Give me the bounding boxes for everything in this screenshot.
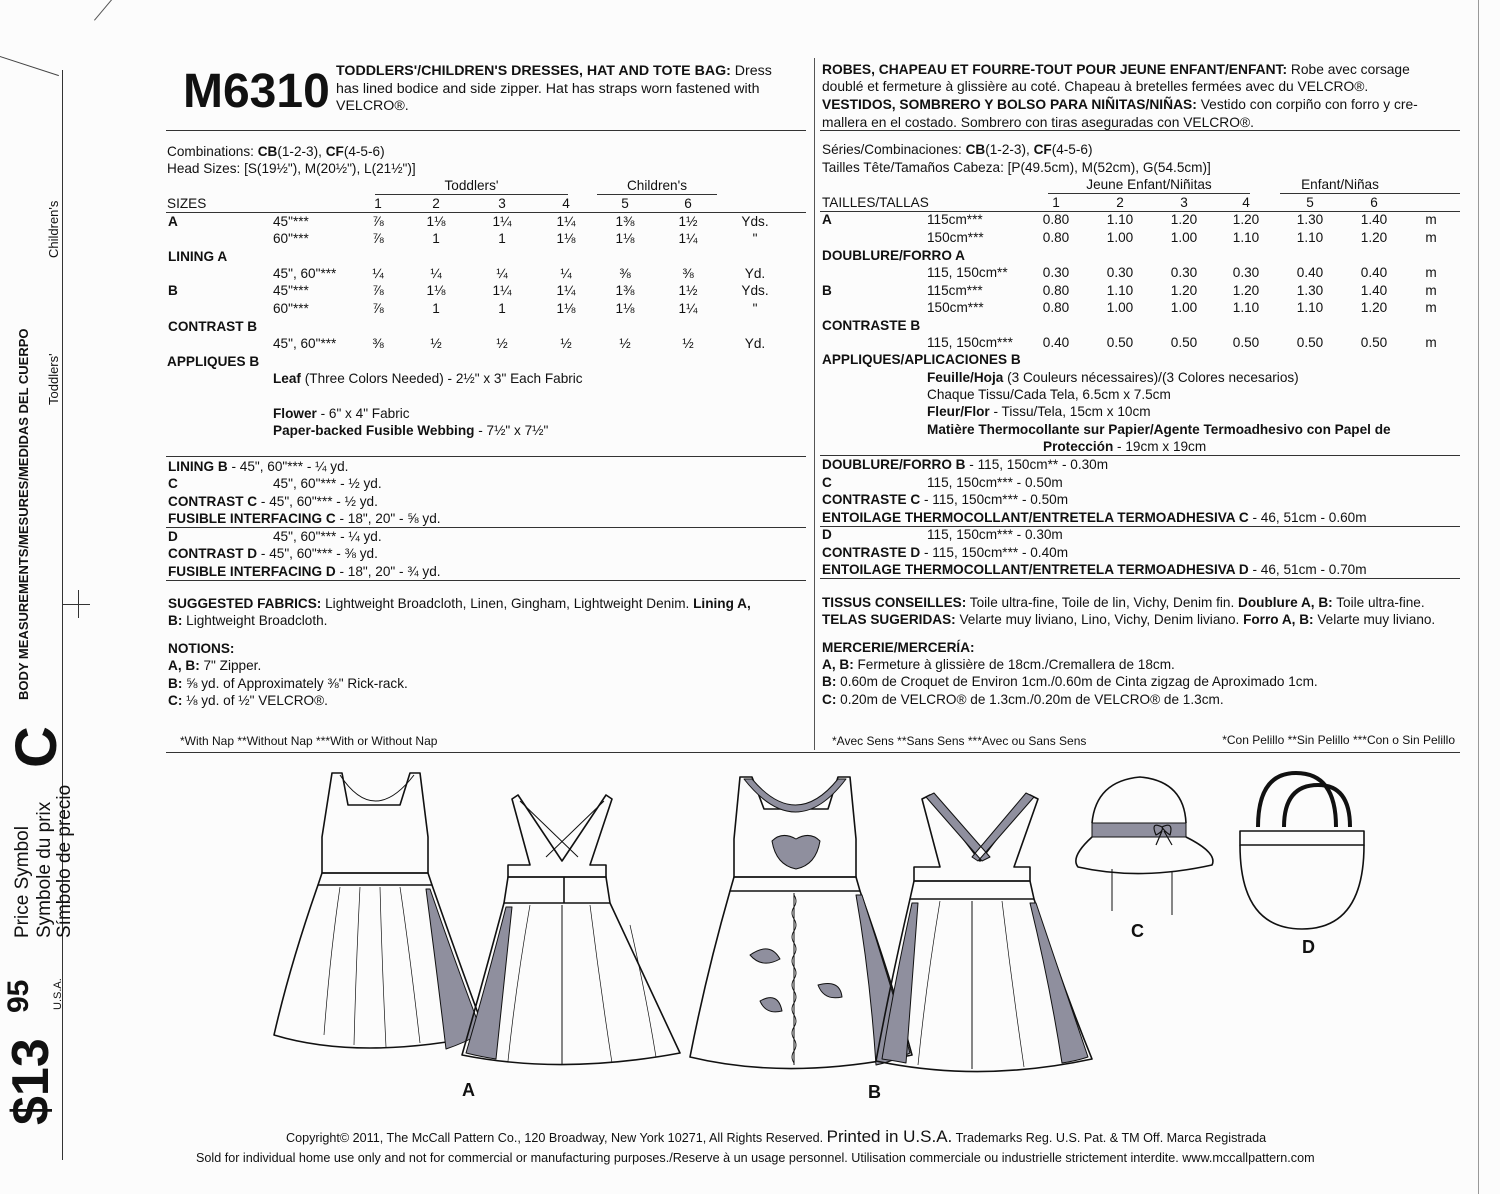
en-cell: ⅞ — [372, 301, 384, 316]
fr-c-label: C — [822, 475, 832, 490]
fr-cell: 1.10 — [1296, 300, 1324, 315]
english-title — [336, 63, 805, 80]
en-lining-b — [168, 459, 348, 475]
en-combination-cb-sizes: (1-2-3), — [277, 144, 322, 159]
english-title-heading: TODDLERS'/CHILDREN'S DRESSES, HAT AND TOTE BAG: — [336, 63, 731, 79]
fr-row-label: CONTRASTE B — [822, 318, 921, 333]
fr-sizes-label: TAILLES/TALLAS — [822, 195, 929, 210]
en-cell: ⅜ — [619, 266, 631, 281]
es-telas — [822, 612, 1435, 628]
en-fabric-width: 45", 60"*** — [273, 266, 337, 281]
childrens-label: Children's — [46, 200, 61, 258]
fr-unit: m — [1425, 283, 1437, 298]
en-cell: ¼ — [430, 266, 442, 281]
fr-cell: 0.50 — [1232, 335, 1260, 350]
en-head-sizes: Head Sizes: [S(19½"), M(20½"), L(21½")] — [167, 161, 416, 176]
en-cell: 1⅛ — [426, 214, 446, 229]
fr-row-label: DOUBLURE/FORRO A — [822, 248, 965, 263]
en-cell: 1 — [498, 231, 506, 246]
en-webbing-label: Paper-backed Fusible Webbing — [273, 423, 475, 438]
fr-mercerie-2-label: B: — [822, 674, 837, 689]
fr-cell: 0.30 — [1232, 265, 1260, 280]
en-fusible-c-label: FUSIBLE INTERFACING C — [168, 511, 336, 526]
fr-lining-b — [822, 457, 1108, 473]
header-rule-left — [166, 130, 806, 131]
en-cell: ⅜ — [372, 336, 384, 351]
strip-tick — [62, 604, 90, 605]
fr-size-3: 3 — [1180, 195, 1188, 210]
view-b-back-drawing — [876, 793, 1092, 1072]
en-cell: ⅞ — [372, 231, 384, 246]
en-cell: 1⅛ — [615, 301, 635, 316]
spanish-desc-1: Vestido con corpiño con forro y cre- — [1200, 97, 1418, 112]
fr-cell: 0.80 — [1042, 230, 1070, 245]
fr-cell: 1.20 — [1232, 283, 1260, 298]
en-fabrics-label: SUGGESTED FABRICS: — [168, 596, 322, 611]
footer-sold-notice: Sold for individual home use only and not for commercial or manufacturing purposes./Reserve à un usage personnel. Utilisation commerciale ou industrielle strictement interdite. www.mccallpattern.com — [196, 1151, 1315, 1165]
en-unit: Yd. — [744, 266, 766, 281]
en-contrast-c — [168, 494, 378, 510]
en-c-label: C — [168, 476, 178, 491]
en-size-4: 4 — [562, 196, 570, 211]
english-desc-1: Dress — [734, 63, 772, 79]
fr-flower-label: Fleur/Flor — [927, 404, 990, 419]
fr-fusible-d — [822, 562, 1367, 578]
en-cell: ¼ — [496, 266, 508, 281]
fr-cell: 1.10 — [1106, 283, 1134, 298]
en-cell: ¼ — [560, 266, 572, 281]
fr-cell: 0.80 — [1042, 300, 1070, 315]
english-desc-3: VELCRO®. — [336, 98, 409, 114]
fr-cell: 0.50 — [1360, 335, 1388, 350]
fr-unit: m — [1425, 300, 1437, 315]
en-cell: 1½ — [678, 283, 698, 298]
fr-contrast-c-value: - 115, 150cm*** - 0.50m — [923, 492, 1069, 507]
fr-webbing-label-1: Matière Thermocollante sur Papier/Agente Termoadhesivo con Papel de — [927, 422, 1391, 437]
price-symbol-fr: Symbole du prix — [34, 801, 55, 938]
price-cents: 95 — [2, 979, 35, 1013]
fr-cell: 0.50 — [1106, 335, 1134, 350]
fr-leaf-desc: (3 Couleurs nécessaires)/(3 Colores necesarios) — [1007, 370, 1299, 385]
en-combinations-label: Combinations: — [167, 144, 254, 159]
footer-copyright: Copyright© 2011, The McCall Pattern Co., 120 Broadway, New York 10271, All Rights Reserved. — [286, 1131, 824, 1145]
body-measurements-label: BODY MEASUREMENTS/MESURES/MEDIDAS DEL CUERPO — [16, 328, 31, 700]
en-cell: 1⅛ — [615, 231, 635, 246]
view-c-label: C — [1131, 921, 1144, 941]
en-fabrics-line2 — [168, 613, 327, 629]
en-notion-2-value: ⅝ yd. of Approximately ⅜" Rick-rack. — [186, 676, 408, 691]
en-d-label: D — [168, 529, 178, 544]
en-notion-3-label: C: — [168, 693, 183, 708]
en-appliques-label: APPLIQUES B — [167, 354, 260, 369]
en-cell: ¼ — [372, 266, 384, 281]
fr-flower — [927, 404, 1151, 420]
fr-combinations-label: Séries/Combinaciones: — [822, 142, 962, 157]
fr-contrast-c-label: CONTRASTE C — [822, 492, 921, 507]
en-notion-2 — [168, 676, 408, 692]
en-suggested-fabrics — [168, 596, 751, 612]
fr-fusible-c-value: - 46, 51cm - 0.60m — [1252, 510, 1367, 525]
en-flower-label: Flower — [273, 406, 317, 421]
fr-appliques-label: APPLIQUES/APLICACIONES B — [822, 352, 1021, 367]
en-leaf-label: Leaf — [273, 371, 301, 386]
fr-cell: 1.00 — [1106, 230, 1134, 245]
en-fabric-width: 45", 60"*** — [273, 336, 337, 351]
fr-unit: m — [1425, 265, 1437, 280]
column-divider — [814, 58, 815, 750]
fr-head-sizes: Tailles Tête/Tamaños Cabeza: [P(49.5cm), M(52cm), G(54.5cm)] — [822, 160, 1211, 175]
en-unit: " — [752, 301, 758, 316]
en-size-2: 2 — [432, 196, 440, 211]
pattern-number: M6310 — [183, 65, 330, 118]
fr-cell: 1.20 — [1360, 230, 1388, 245]
fr-cell: 0.40 — [1042, 335, 1070, 350]
fr-mercerie-3-value: 0.20m de VELCRO® de 1.3cm./0.20m de VELCRO® de 1.3cm. — [840, 692, 1224, 707]
en-lining-b-value: - 45", 60"*** - ¼ yd. — [231, 459, 349, 474]
fr-cell: 0.50 — [1170, 335, 1198, 350]
fr-cell: 0.50 — [1296, 335, 1324, 350]
en-nap-note: *With Nap **Without Nap ***With or Without Nap — [180, 734, 438, 748]
en-combination-cf: CF — [325, 144, 344, 159]
fr-cell: 1.10 — [1232, 230, 1260, 245]
en-c-rule — [166, 527, 806, 528]
fr-fusible-c — [822, 510, 1367, 526]
en-size-1: 1 — [374, 196, 382, 211]
french-desc-2: doublé et fermeture à glissière au coté. Chapeau à bretelles fermées avec du VELCRO®. — [822, 79, 1369, 94]
en-leaf — [273, 371, 583, 387]
french-desc-1: Robe avec corsage — [1290, 62, 1410, 77]
fr-fabric-width: 115, 150cm*** — [927, 335, 1013, 350]
es-telas-forro-label: Forro A, B: — [1243, 612, 1314, 627]
en-row-label: LINING A — [168, 249, 228, 264]
fr-mercerie-1-value: Fermeture à glissière de 18cm./Cremallera de 18cm. — [857, 657, 1175, 672]
fr-contrast-d — [822, 545, 1068, 561]
fr-combination-cb: CB — [965, 142, 986, 157]
en-notion-1-value: 7" Zipper. — [203, 658, 262, 673]
fr-cell: 0.80 — [1042, 212, 1070, 227]
es-telas-forro-value: Velarte muy liviano. — [1317, 612, 1436, 627]
en-cell: ⅜ — [682, 266, 694, 281]
en-cell: ½ — [560, 336, 572, 351]
fr-webbing-desc: - 19cm x 19cm — [1117, 439, 1207, 454]
fr-mercerie-1-label: A, B: — [822, 657, 854, 672]
strip-tick-v — [78, 590, 79, 618]
en-cell: 1 — [432, 231, 440, 246]
en-fabric-width: 45"*** — [273, 214, 309, 229]
en-leaf-desc: (Three Colors Needed) - 2½" x 3" Each Fabric — [304, 371, 583, 386]
fr-cell: 0.40 — [1360, 265, 1388, 280]
fr-size-4: 4 — [1242, 195, 1250, 210]
en-cell: 1⅜ — [615, 214, 635, 229]
en-group-children-rule — [597, 194, 717, 195]
en-d-rule — [166, 580, 806, 581]
fr-size-1: 1 — [1052, 195, 1060, 210]
es-nap-note: *Con Pelillo **Sin Pelillo ***Con o Sin Pelillo — [1222, 733, 1455, 747]
en-group-toddlers: Toddlers' — [444, 178, 499, 193]
en-cell: 1 — [432, 301, 440, 316]
price-value: $13 — [2, 1038, 60, 1125]
en-cell: ½ — [682, 336, 694, 351]
toddlers-label: Toddlers' — [46, 353, 61, 405]
en-sizes-label: SIZES — [167, 196, 207, 211]
en-fabric-width: 60"*** — [273, 231, 309, 246]
fr-size-6: 6 — [1370, 195, 1378, 210]
price-symbol-es: Símbolo de precio — [54, 784, 75, 938]
fr-leaf-label: Feuille/Hoja — [927, 370, 1004, 385]
fr-mercerie-2-value: 0.60m de Croquet de Environ 1cm./0.60m de Cinta zigzag de Aproximado 1cm. — [840, 674, 1318, 689]
es-telas-label: TELAS SUGERIDAS: — [822, 612, 956, 627]
english-desc-2: has lined bodice and side zipper. Hat has straps worn fastened with — [336, 81, 760, 97]
en-webbing — [273, 423, 548, 439]
en-unit: Yds. — [741, 283, 769, 298]
en-cell: 1⅛ — [556, 301, 576, 316]
strip-corner-line — [0, 56, 59, 76]
fr-cell: 1.00 — [1170, 300, 1198, 315]
en-appliques-rule — [166, 456, 806, 457]
en-fabrics-list: Lightweight Broadcloth, Linen, Gingham, Lightweight Denim. — [325, 596, 690, 611]
fr-cell: 1.20 — [1170, 283, 1198, 298]
en-contrast-c-label: CONTRAST C — [168, 494, 258, 509]
en-fusible-d-value: - 18", 20" - ¾ yd. — [339, 564, 441, 579]
fr-fabric-width: 150cm*** — [927, 230, 984, 245]
fr-cell: 1.40 — [1360, 283, 1388, 298]
fr-leaf — [927, 370, 1299, 386]
en-contrast-c-value: - 45", 60"*** - ½ yd. — [260, 494, 378, 509]
fr-d-label: D — [822, 527, 832, 542]
en-cell: 1¼ — [678, 231, 698, 246]
en-cell: 1¼ — [678, 301, 698, 316]
en-group-toddlers-rule — [375, 194, 568, 195]
en-fusible-d — [168, 564, 441, 580]
fr-contrast-d-value: - 115, 150cm*** - 0.40m — [923, 545, 1069, 560]
fr-cell: 1.30 — [1296, 212, 1324, 227]
en-cell: 1¼ — [492, 283, 512, 298]
fr-cell: 0.80 — [1042, 283, 1070, 298]
fr-contrast-c — [822, 492, 1068, 508]
fr-c-value: 115, 150cm*** - 0.50m — [927, 475, 1063, 490]
fr-fabric-width: 115cm*** — [927, 212, 983, 227]
en-combination-cb: CB — [257, 144, 278, 159]
fr-nap-note: *Avec Sens **Sans Sens ***Avec ou Sans Sens — [832, 734, 1087, 748]
notes-rule — [166, 752, 1460, 753]
en-cell: ½ — [430, 336, 442, 351]
en-contrast-d-value: - 45", 60"*** - ⅜ yd. — [260, 546, 378, 561]
footer-line-1 — [286, 1129, 1266, 1146]
spanish-desc-2: mallera en el costado. Sombrero con tiras aseguradas con VELCRO®. — [822, 115, 1254, 130]
fr-mercerie-2 — [822, 674, 1318, 690]
en-unit: Yd. — [744, 336, 766, 351]
en-cell: ½ — [496, 336, 508, 351]
en-contrast-d — [168, 546, 378, 562]
en-fabrics-line2-value: Lightweight Broadcloth. — [186, 613, 328, 628]
en-c-value: 45", 60"*** - ½ yd. — [273, 476, 382, 491]
technical-drawings — [250, 765, 1250, 1105]
en-size-3: 3 — [498, 196, 506, 211]
en-notion-1 — [168, 658, 261, 674]
fr-cell: 1.20 — [1170, 212, 1198, 227]
price-currency: U.S.A. — [52, 978, 64, 1010]
en-unit: Yds. — [741, 214, 769, 229]
french-title-heading: ROBES, CHAPEAU ET FOURRE-TOUT POUR JEUNE ENFANT/ENFANT: — [822, 62, 1288, 77]
en-cell: 1¼ — [556, 214, 576, 229]
en-notions-label: NOTIONS: — [168, 641, 235, 656]
fr-unit: m — [1425, 335, 1437, 350]
price-symbol-en: Price Symbol — [12, 826, 33, 938]
en-webbing-desc: - 7½" x 7½" — [478, 423, 549, 438]
fr-tissus-doublure-value: Toile ultra-fine. — [1336, 595, 1425, 610]
fr-tissus-label: TISSUS CONSEILLES: — [822, 595, 967, 610]
view-c-hat-drawing — [1076, 777, 1213, 915]
view-d-label: D — [1302, 937, 1315, 957]
fr-contrast-d-label: CONTRASTE D — [822, 545, 921, 560]
fr-mercerie-1 — [822, 657, 1175, 673]
en-fabric-width: 60"*** — [273, 301, 309, 316]
fr-fabric-width: 115, 150cm** — [927, 265, 1008, 280]
fr-combination-cf-sizes: (4-5-6) — [1051, 142, 1093, 157]
spanish-title-heading: VESTIDOS, SOMBRERO Y BOLSO PARA NIÑITAS/NIÑAS: — [822, 97, 1197, 112]
fr-fabric-width: 115cm*** — [927, 283, 983, 298]
en-notion-1-label: A, B: — [168, 658, 200, 673]
fr-cell: 1.30 — [1296, 283, 1324, 298]
fr-cell: 1.10 — [1232, 300, 1260, 315]
fr-tissus-list: Toile ultra-fine, Toile de lin, Vichy, Denim fin. — [969, 595, 1235, 610]
view-a-back-drawing — [462, 795, 680, 1065]
en-combinations — [167, 144, 385, 160]
view-d-tote-drawing — [1240, 773, 1364, 929]
fr-c-rule — [820, 526, 1460, 527]
en-contrast-d-label: CONTRAST D — [168, 546, 258, 561]
en-cell: 1¼ — [492, 214, 512, 229]
en-fusible-c-value: - 18", 20" - ⅝ yd. — [339, 511, 441, 526]
fr-cell: 1.40 — [1360, 212, 1388, 227]
en-fabric-width: 45"*** — [273, 283, 309, 298]
en-cell: 1½ — [678, 214, 698, 229]
fr-cell: 1.00 — [1170, 230, 1198, 245]
fr-cell: 1.20 — [1232, 212, 1260, 227]
spanish-title — [822, 97, 1418, 113]
en-row-label: B — [168, 283, 178, 298]
en-lining-b-label: LINING B — [168, 459, 228, 474]
en-size-6: 6 — [684, 196, 692, 211]
fr-row-label: A — [822, 212, 832, 227]
en-fabrics-lining-label: Lining A, — [693, 596, 751, 611]
en-flower — [273, 406, 410, 422]
en-flower-desc: - 6" x 4" Fabric — [320, 406, 410, 421]
en-cell: 1¼ — [556, 283, 576, 298]
fr-webbing-label-2: Protección — [1043, 439, 1114, 454]
french-title — [822, 62, 1410, 78]
en-notion-2-label: B: — [168, 676, 183, 691]
fr-mercerie-3-label: C: — [822, 692, 837, 707]
en-fabrics-line2-label: B: — [168, 613, 183, 628]
fr-mercerie-label: MERCERIE/MERCERÍA: — [822, 640, 975, 655]
en-fusible-c — [168, 511, 441, 527]
en-cell: 1 — [498, 301, 506, 316]
fr-row-label: B — [822, 283, 832, 298]
en-row-label: CONTRAST B — [168, 319, 258, 334]
en-notion-3 — [168, 693, 328, 709]
en-cell: 1⅛ — [556, 231, 576, 246]
header-rule-right — [820, 130, 1460, 131]
fr-group-jeune-rule — [1048, 193, 1250, 194]
corner-mark-top-left — [94, 0, 118, 21]
en-cell: 1⅜ — [615, 283, 635, 298]
fr-size-5: 5 — [1306, 195, 1314, 210]
fr-unit: m — [1425, 212, 1437, 227]
fr-cell: 0.30 — [1170, 265, 1198, 280]
fr-unit: m — [1425, 230, 1437, 245]
fr-appliques-rule — [820, 455, 1460, 456]
fr-size-2: 2 — [1116, 195, 1124, 210]
en-d-value: 45", 60"*** - ¼ yd. — [273, 529, 382, 544]
en-table-top-rule — [166, 212, 806, 213]
footer-printed: Printed in U.S.A. — [826, 1127, 953, 1146]
fr-combination-cb-sizes: (1-2-3), — [985, 142, 1030, 157]
fr-cell: 1.20 — [1360, 300, 1388, 315]
fr-fusible-d-label: ENTOILAGE THERMOCOLLANT/ENTRETELA TERMOADHESIVA D — [822, 562, 1249, 577]
fr-combinations — [822, 142, 1092, 158]
fr-mercerie-3 — [822, 692, 1224, 708]
fr-webbing — [1043, 439, 1206, 455]
en-unit: " — [752, 231, 758, 246]
en-combination-cf-sizes: (4-5-6) — [343, 144, 385, 159]
fr-cell: 1.10 — [1296, 230, 1324, 245]
fr-cell: 0.30 — [1042, 265, 1070, 280]
fr-tissus-doublure-label: Doublure A, B: — [1238, 595, 1333, 610]
fr-lining-b-label: DOUBLURE/FORRO B — [822, 457, 966, 472]
fr-cell: 0.30 — [1106, 265, 1134, 280]
fr-group-enfant: Enfant/Niñas — [1301, 177, 1379, 192]
en-cell: ⅞ — [372, 214, 384, 229]
fr-combination-cf: CF — [1033, 142, 1052, 157]
en-row-label: A — [168, 214, 178, 229]
fr-leaf-line2: Chaque Tissu/Cada Tela, 6.5cm x 7.5cm — [927, 387, 1171, 402]
page-edge-right — [1478, 0, 1479, 1194]
fr-tissus — [822, 595, 1425, 611]
en-notion-3-value: ⅛ yd. of ½" VELCRO®. — [186, 693, 328, 708]
fr-d-value: 115, 150cm*** - 0.30m — [927, 527, 1063, 542]
view-b-label: B — [868, 1082, 881, 1102]
fr-group-enfant-rule — [1280, 193, 1460, 194]
en-fusible-d-label: FUSIBLE INTERFACING D — [168, 564, 336, 579]
view-a-label: A — [462, 1080, 475, 1100]
en-group-children: Children's — [626, 178, 688, 193]
fr-cell: 0.40 — [1296, 265, 1324, 280]
left-strip — [0, 0, 90, 1194]
footer-trademarks: Trademarks Reg. U.S. Pat. & TM Off. Marca Registrada — [955, 1131, 1267, 1145]
en-size-5: 5 — [621, 196, 629, 211]
fr-cell: 1.10 — [1106, 212, 1134, 227]
fr-lining-b-value: - 115, 150cm** - 0.30m — [969, 457, 1109, 472]
en-cell: 1⅛ — [426, 283, 446, 298]
en-cell: ½ — [619, 336, 631, 351]
fr-flower-desc: - Tissu/Tela, 15cm x 10cm — [993, 404, 1151, 419]
fr-fusible-c-label: ENTOILAGE THERMOCOLLANT/ENTRETELA TERMOADHESIVA C — [822, 510, 1249, 525]
view-a-front-drawing — [274, 773, 486, 1049]
fr-fusible-d-value: - 46, 51cm - 0.70m — [1252, 562, 1367, 577]
fr-fabric-width: 150cm*** — [927, 300, 984, 315]
fr-group-jeune: Jeune Enfant/Niñitas — [1086, 177, 1212, 192]
price-letter: C — [4, 726, 69, 768]
en-cell: ⅞ — [372, 283, 384, 298]
es-telas-list: Velarte muy liviano, Lino, Vichy, Denim liviano. — [959, 612, 1240, 627]
fr-d-rule — [820, 578, 1460, 579]
fr-cell: 1.00 — [1106, 300, 1134, 315]
view-b-front-drawing — [690, 777, 912, 1069]
